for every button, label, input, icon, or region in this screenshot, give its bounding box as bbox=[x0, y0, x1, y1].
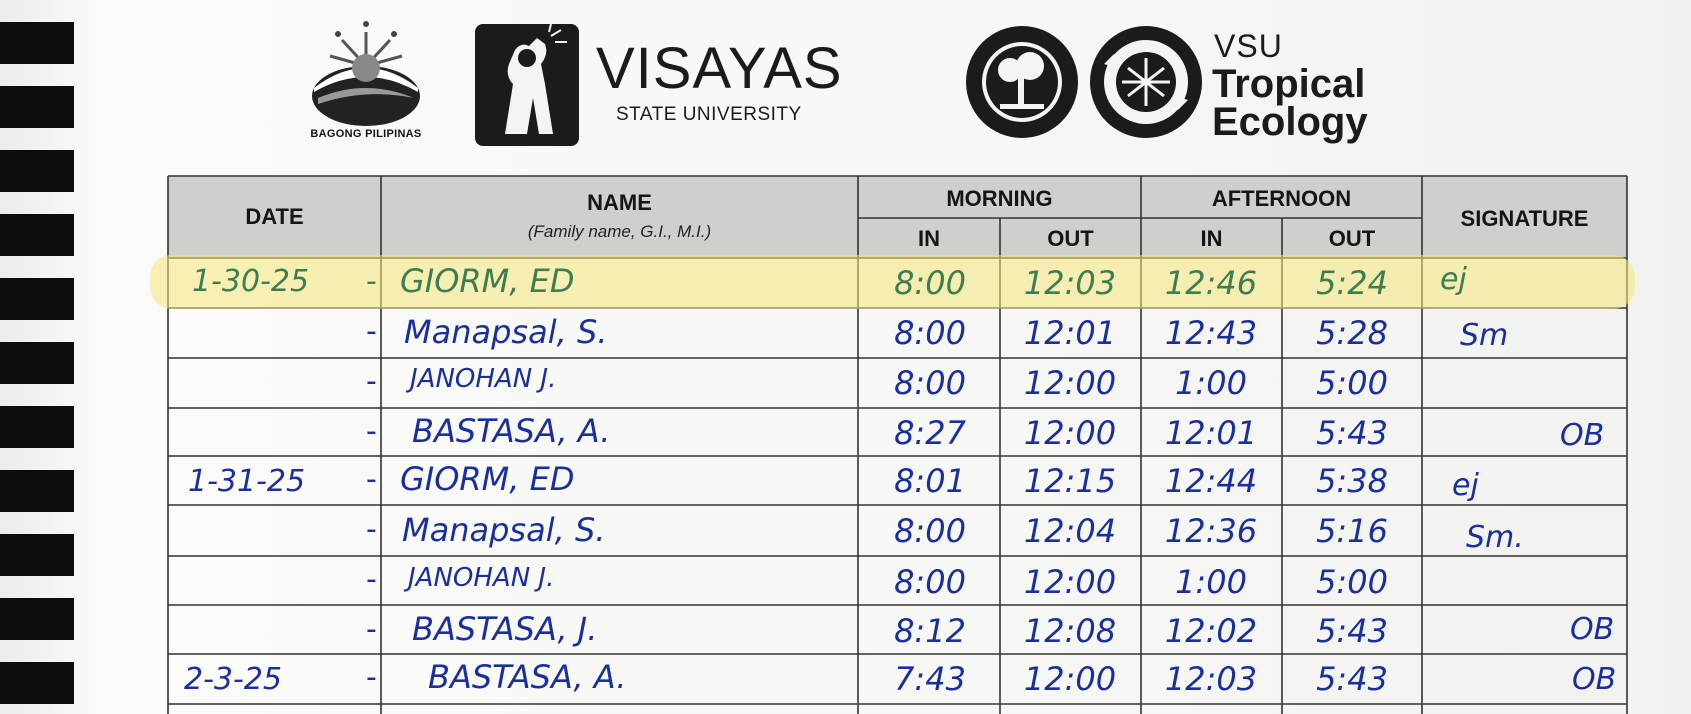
row5-morning-out: 12:15 bbox=[1023, 462, 1117, 500]
row6-name: Manapsal, S. bbox=[402, 511, 606, 549]
row9-signature: OB bbox=[1572, 662, 1617, 697]
row7-dash: - bbox=[366, 562, 377, 597]
col-header-morning-in: IN bbox=[918, 226, 940, 251]
row1-morning-out: 12:03 bbox=[1023, 264, 1117, 302]
eco-label-vsu: VSU bbox=[1214, 28, 1283, 64]
row2-signature: Sm bbox=[1460, 318, 1509, 353]
col-header-afternoon-in: IN bbox=[1200, 226, 1223, 251]
row6-dash: - bbox=[366, 512, 377, 547]
row9-morning-out: 12:00 bbox=[1023, 660, 1117, 698]
row8-dash: - bbox=[366, 612, 377, 647]
col-header-name: NAME bbox=[587, 190, 652, 215]
row5-signature: ej bbox=[1452, 468, 1479, 503]
row4-signature: OB bbox=[1560, 418, 1605, 453]
row5-date: 1-31-25 bbox=[188, 464, 306, 499]
row1-name: GIORM, ED bbox=[400, 262, 575, 300]
row8-signature: OB bbox=[1570, 612, 1615, 647]
row1-signature: ej bbox=[1440, 262, 1467, 297]
row3-dash: - bbox=[366, 364, 377, 399]
row9-morning-in: 7:43 bbox=[894, 660, 966, 698]
row6-afternoon-in: 12:36 bbox=[1164, 512, 1258, 550]
row2-afternoon-out: 5:28 bbox=[1316, 314, 1388, 352]
row2-morning-out: 12:01 bbox=[1023, 314, 1117, 352]
row4-afternoon-in: 12:01 bbox=[1164, 414, 1258, 452]
row6-signature: Sm. bbox=[1466, 520, 1524, 555]
col-header-name-sub: (Family name, G.I., M.I.) bbox=[527, 222, 712, 241]
row3-name: JANOHAN J. bbox=[410, 364, 557, 394]
row8-afternoon-out: 5:43 bbox=[1316, 612, 1388, 650]
row6-afternoon-out: 5:16 bbox=[1316, 512, 1388, 550]
row8-morning-out: 12:08 bbox=[1023, 612, 1117, 650]
eco-label-tropical: Tropical bbox=[1212, 62, 1366, 106]
row9-afternoon-in: 12:03 bbox=[1164, 660, 1258, 698]
row8-name: BASTASA, J. bbox=[412, 610, 598, 648]
row4-afternoon-out: 5:43 bbox=[1316, 414, 1388, 452]
col-header-date: DATE bbox=[245, 204, 304, 229]
row3-morning-in: 8:00 bbox=[894, 364, 966, 402]
row5-afternoon-out: 5:38 bbox=[1316, 462, 1388, 500]
row7-name: JANOHAN J. bbox=[408, 563, 555, 593]
row3-morning-out: 12:00 bbox=[1023, 364, 1117, 402]
row5-name: GIORM, ED bbox=[400, 460, 575, 498]
row9-date: 2-3-25 bbox=[184, 662, 282, 697]
row9-afternoon-out: 5:43 bbox=[1316, 660, 1388, 698]
col-header-afternoon: AFTERNOON bbox=[1211, 186, 1352, 211]
row1-dash: - bbox=[366, 264, 377, 299]
row9-dash: - bbox=[366, 660, 377, 695]
row8-morning-in: 8:12 bbox=[894, 612, 966, 650]
row8-afternoon-in: 12:02 bbox=[1164, 612, 1258, 650]
row6-morning-out: 12:04 bbox=[1023, 512, 1117, 550]
row7-morning-in: 8:00 bbox=[894, 563, 966, 601]
row5-morning-in: 8:01 bbox=[894, 462, 966, 500]
bagong-pilipinas-caption: BAGONG PILIPINAS bbox=[310, 128, 422, 140]
row4-dash: - bbox=[366, 414, 377, 449]
row2-morning-in: 8:00 bbox=[894, 314, 966, 352]
row3-afternoon-in: 1:00 bbox=[1175, 364, 1247, 402]
vsu-wordmark: VISAYAS bbox=[596, 36, 843, 101]
row1-date: 1-30-25 bbox=[192, 264, 310, 299]
col-header-morning: MORNING bbox=[946, 186, 1053, 211]
row7-morning-out: 12:00 bbox=[1023, 563, 1117, 601]
row4-morning-out: 12:00 bbox=[1023, 414, 1117, 452]
row1-afternoon-out: 5:24 bbox=[1316, 264, 1388, 302]
row4-morning-in: 8:27 bbox=[894, 414, 966, 452]
row5-afternoon-in: 12:44 bbox=[1164, 462, 1258, 500]
row1-afternoon-in: 12:46 bbox=[1164, 264, 1258, 302]
vsu-subtitle: STATE UNIVERSITY bbox=[616, 104, 802, 125]
row9-name: BASTASA, A. bbox=[428, 658, 627, 696]
col-header-afternoon-out: OUT bbox=[1328, 226, 1376, 251]
col-header-morning-out: OUT bbox=[1047, 226, 1094, 251]
row2-dash: - bbox=[366, 314, 377, 349]
eco-label-ecology: Ecology bbox=[1212, 100, 1368, 144]
row4-name: BASTASA, A. bbox=[412, 412, 611, 450]
row2-name: Manapsal, S. bbox=[404, 313, 608, 351]
row7-afternoon-out: 5:00 bbox=[1316, 563, 1388, 601]
row3-afternoon-out: 5:00 bbox=[1316, 364, 1388, 402]
row1-morning-in: 8:00 bbox=[894, 264, 966, 302]
row2-afternoon-in: 12:43 bbox=[1164, 314, 1258, 352]
col-header-signature: SIGNATURE bbox=[1460, 206, 1589, 231]
row5-dash: - bbox=[366, 462, 377, 497]
row6-morning-in: 8:00 bbox=[894, 512, 966, 550]
row7-afternoon-in: 1:00 bbox=[1175, 563, 1247, 601]
